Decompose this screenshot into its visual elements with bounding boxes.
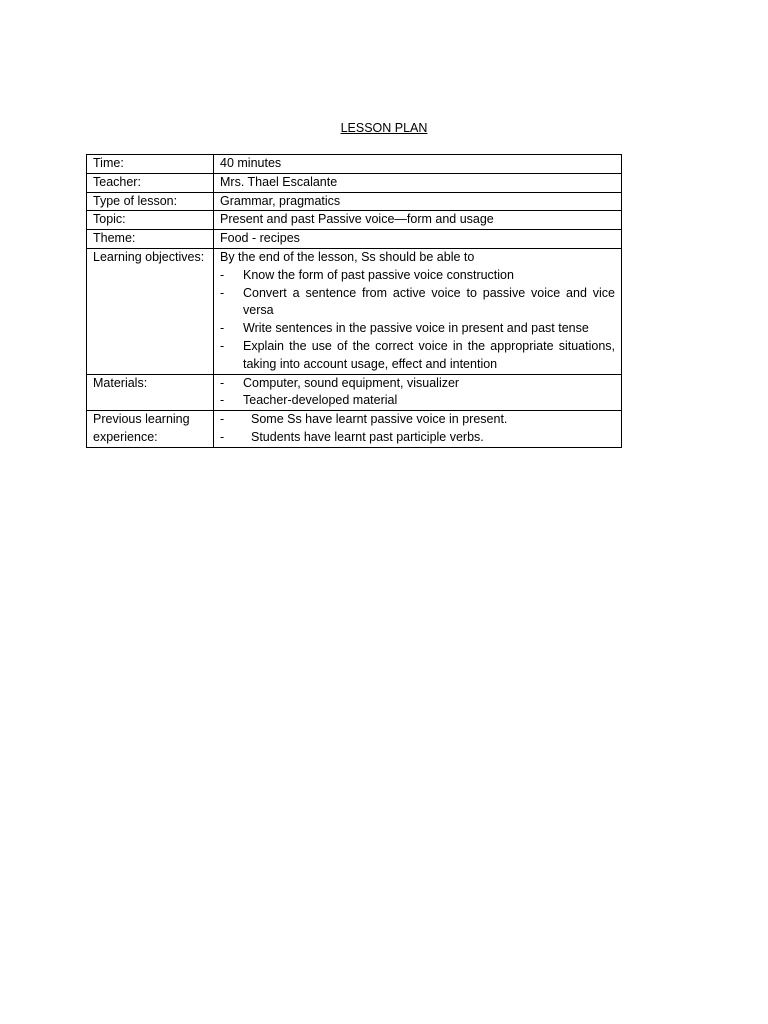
time-label: Time: [87,155,214,174]
dash-bullet: - [220,338,225,353]
type-label: Type of lesson: [87,192,214,211]
row-teacher [87,173,622,192]
list-item [220,285,615,321]
list-item [220,392,615,410]
dash-bullet: - [220,267,225,282]
teacher-value: Mrs. Thael Escalante [214,173,622,192]
material-text: Computer, sound equipment, visualizer [243,375,460,390]
lesson-plan-table [86,154,622,448]
time-value: 40 minutes [214,155,622,174]
dash-bullet: - [220,393,225,408]
list-item [220,375,615,393]
list-item [220,429,615,447]
dash-bullet: - [220,375,225,390]
previous-text: Some Ss have learnt passive voice in present. [251,412,508,427]
objective-text: Know the form of past passive voice construction [243,267,514,282]
objectives-list [220,267,615,374]
previous-cell [214,411,622,448]
materials-list [220,375,615,411]
row-time [87,155,622,174]
objective-text: Write sentences in the passive voice in present and past tense [243,321,589,336]
dash-bullet: - [220,412,225,427]
row-materials [87,374,622,411]
material-text: Teacher-developed material [243,393,398,408]
list-item [220,267,615,285]
previous-list [220,411,615,447]
objective-text: Explain the use of the correct voice in the appropriate situations, taking into account usage, effect and intention [243,338,615,371]
teacher-label: Teacher: [87,173,214,192]
materials-cell [214,374,622,411]
list-item [220,338,615,374]
row-previous [87,411,622,448]
row-topic [87,211,622,230]
type-value: Grammar, pragmatics [214,192,622,211]
row-theme [87,230,622,249]
previous-label: Previous learning experience: [87,411,214,448]
objective-text: Convert a sentence from active voice to passive voice and vice versa [243,285,615,318]
objectives-intro: By the end of the lesson, Ss should be able to [220,249,475,264]
list-item [220,320,615,338]
theme-value: Food - recipes [214,230,622,249]
objectives-cell [214,248,622,374]
row-type [87,192,622,211]
topic-value: Present and past Passive voice—form and usage [214,211,622,230]
dash-bullet: - [220,429,225,444]
dash-bullet: - [220,285,225,300]
objectives-label: Learning objectives: [87,248,214,374]
list-item [220,411,615,429]
theme-label: Theme: [87,230,214,249]
materials-label: Materials: [87,374,214,411]
dash-bullet: - [220,321,225,336]
row-objectives [87,248,622,374]
document-title: LESSON PLAN [340,121,428,135]
previous-text: Students have learnt past participle verbs. [251,429,484,444]
topic-label: Topic: [87,211,214,230]
